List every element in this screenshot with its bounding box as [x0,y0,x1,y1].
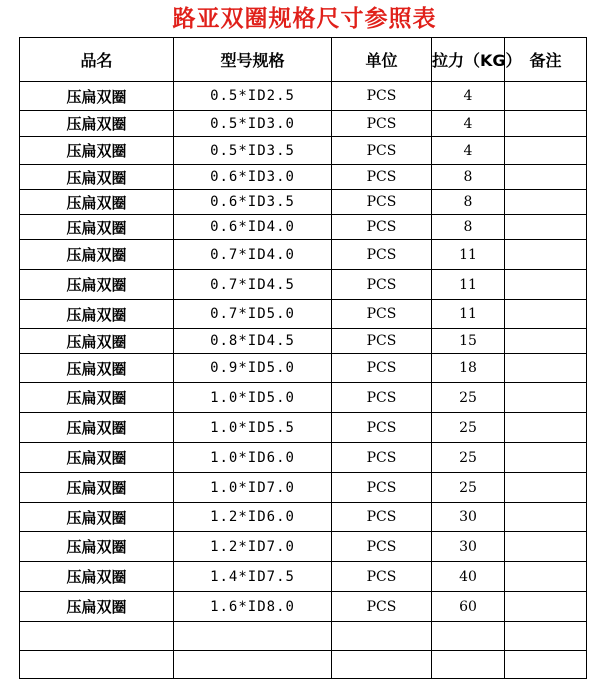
table-row [20,503,587,532]
cell-model-spec[interactable]: 0.7*ID5.0 [174,300,332,329]
cell-pull-force[interactable]: 4 [432,82,505,111]
cell-remarks[interactable] [505,592,587,622]
cell-remarks[interactable] [505,532,587,562]
cell-unit[interactable] [332,651,432,679]
cell-remarks[interactable] [505,240,587,270]
cell-remarks[interactable] [505,111,587,137]
table-row [20,622,587,651]
cell-product-name[interactable]: 压扁双圈 [20,413,174,443]
table-row [20,651,587,679]
table-row [20,443,587,473]
cell-model-spec[interactable]: 1.0*ID5.5 [174,413,332,443]
cell-pull-force[interactable]: 4 [432,137,505,165]
cell-pull-force[interactable] [432,651,505,679]
cell-pull-force[interactable]: 25 [432,443,505,473]
header-pull-force[interactable]: 拉力（KG） [432,38,505,82]
cell-product-name[interactable]: 压扁双圈 [20,473,174,503]
cell-remarks[interactable] [505,82,587,111]
cell-unit[interactable]: PCS [332,82,432,111]
cell-pull-force[interactable] [432,622,505,651]
table-row [20,354,587,383]
cell-unit[interactable] [332,622,432,651]
cell-unit[interactable]: PCS [332,503,432,532]
cell-unit[interactable]: PCS [332,562,432,592]
cell-pull-force[interactable]: 30 [432,503,505,532]
cell-product-name[interactable]: 压扁双圈 [20,137,174,165]
cell-remarks[interactable] [505,137,587,165]
cell-pull-force[interactable]: 4 [432,111,505,137]
cell-unit[interactable]: PCS [332,592,432,622]
cell-unit[interactable]: PCS [332,443,432,473]
cell-model-spec[interactable]: 0.7*ID4.5 [174,270,332,300]
header-product-name[interactable]: 品名 [20,38,174,82]
cell-model-spec[interactable]: 1.0*ID6.0 [174,443,332,473]
cell-product-name[interactable]: 压扁双圈 [20,532,174,562]
cell-pull-force[interactable]: 8 [432,165,505,190]
cell-pull-force[interactable]: 60 [432,592,505,622]
cell-remarks[interactable] [505,165,587,190]
header-unit[interactable]: 单位 [332,38,432,82]
cell-product-name[interactable]: 压扁双圈 [20,270,174,300]
cell-pull-force[interactable]: 25 [432,383,505,413]
cell-model-spec[interactable]: 0.6*ID4.0 [174,215,332,240]
cell-pull-force[interactable]: 11 [432,240,505,270]
table-row [20,383,587,413]
sheet-title: 路亚双圈规格尺寸参照表 [172,6,437,32]
cell-pull-force[interactable]: 25 [432,473,505,503]
cell-remarks[interactable] [505,473,587,503]
cell-remarks[interactable] [505,215,587,240]
cell-remarks[interactable] [505,622,587,651]
cell-remarks[interactable] [505,354,587,383]
cell-model-spec[interactable]: 1.2*ID7.0 [174,532,332,562]
cell-model-spec[interactable]: 0.6*ID3.5 [174,190,332,215]
cell-remarks[interactable] [505,190,587,215]
cell-remarks[interactable] [505,300,587,329]
table-row [20,111,587,137]
table-row [20,300,587,329]
cell-model-spec[interactable]: 1.2*ID6.0 [174,503,332,532]
header-model-spec[interactable]: 型号规格 [174,38,332,82]
cell-pull-force[interactable]: 30 [432,532,505,562]
cell-unit[interactable]: PCS [332,413,432,443]
header-row [20,38,587,82]
cell-product-name[interactable]: 压扁双圈 [20,300,174,329]
cell-model-spec[interactable] [174,651,332,679]
cell-product-name[interactable]: 压扁双圈 [20,240,174,270]
cell-model-spec[interactable]: 1.4*ID7.5 [174,562,332,592]
cell-unit[interactable]: PCS [332,190,432,215]
cell-model-spec[interactable]: 0.7*ID4.0 [174,240,332,270]
cell-unit[interactable]: PCS [332,473,432,503]
table-row [20,190,587,215]
cell-model-spec[interactable]: 0.5*ID3.0 [174,111,332,137]
cell-model-spec[interactable]: 0.9*ID5.0 [174,354,332,383]
cell-model-spec[interactable]: 1.0*ID5.0 [174,383,332,413]
cell-unit[interactable]: PCS [332,165,432,190]
cell-unit[interactable]: PCS [332,532,432,562]
cell-remarks[interactable] [505,270,587,300]
cell-unit[interactable]: PCS [332,240,432,270]
cell-pull-force[interactable]: 11 [432,270,505,300]
cell-unit[interactable]: PCS [332,137,432,165]
cell-model-spec[interactable]: 1.0*ID7.0 [174,473,332,503]
header-remarks[interactable]: 备注 [505,38,587,82]
cell-remarks[interactable] [505,651,587,679]
table-row [20,215,587,240]
cell-unit[interactable]: PCS [332,300,432,329]
cell-remarks[interactable] [505,383,587,413]
table-row [20,165,587,190]
cell-model-spec[interactable]: 0.5*ID2.5 [174,82,332,111]
cell-product-name[interactable]: 压扁双圈 [20,562,174,592]
cell-model-spec[interactable]: 0.5*ID3.5 [174,137,332,165]
cell-pull-force[interactable]: 18 [432,354,505,383]
cell-pull-force[interactable]: 40 [432,562,505,592]
cell-remarks[interactable] [505,413,587,443]
cell-unit[interactable]: PCS [332,354,432,383]
cell-pull-force[interactable]: 8 [432,215,505,240]
table-row [20,82,587,111]
cell-product-name[interactable]: 压扁双圈 [20,111,174,137]
cell-product-name[interactable] [20,622,174,651]
cell-model-spec[interactable] [174,622,332,651]
table-row [20,137,587,165]
cell-remarks[interactable] [505,443,587,473]
cell-pull-force[interactable]: 15 [432,329,505,354]
cell-product-name[interactable]: 压扁双圈 [20,354,174,383]
cell-unit[interactable]: PCS [332,383,432,413]
cell-remarks[interactable] [505,503,587,532]
cell-product-name[interactable]: 压扁双圈 [20,383,174,413]
cell-product-name[interactable] [20,651,174,679]
cell-product-name[interactable]: 压扁双圈 [20,443,174,473]
cell-pull-force[interactable]: 11 [432,300,505,329]
table-row [20,270,587,300]
cell-product-name[interactable]: 压扁双圈 [20,329,174,354]
cell-model-spec[interactable]: 0.8*ID4.5 [174,329,332,354]
table-row [20,592,587,622]
cell-product-name[interactable]: 压扁双圈 [20,190,174,215]
spec-table [19,37,587,679]
cell-pull-force[interactable]: 8 [432,190,505,215]
cell-unit[interactable]: PCS [332,270,432,300]
cell-product-name[interactable]: 压扁双圈 [20,82,174,111]
cell-product-name[interactable]: 压扁双圈 [20,165,174,190]
table-row [20,413,587,443]
table-row [20,329,587,354]
table-row [20,240,587,270]
cell-remarks[interactable] [505,329,587,354]
cell-remarks[interactable] [505,562,587,592]
table-row [20,532,587,562]
table-row [20,473,587,503]
cell-model-spec[interactable]: 1.6*ID8.0 [174,592,332,622]
cell-product-name[interactable]: 压扁双圈 [20,503,174,532]
table-row [20,562,587,592]
cell-product-name[interactable]: 压扁双圈 [20,592,174,622]
cell-unit[interactable]: PCS [332,329,432,354]
cell-unit[interactable]: PCS [332,215,432,240]
cell-pull-force[interactable]: 25 [432,413,505,443]
cell-unit[interactable]: PCS [332,111,432,137]
cell-model-spec[interactable]: 0.6*ID3.0 [174,165,332,190]
cell-product-name[interactable]: 压扁双圈 [20,215,174,240]
